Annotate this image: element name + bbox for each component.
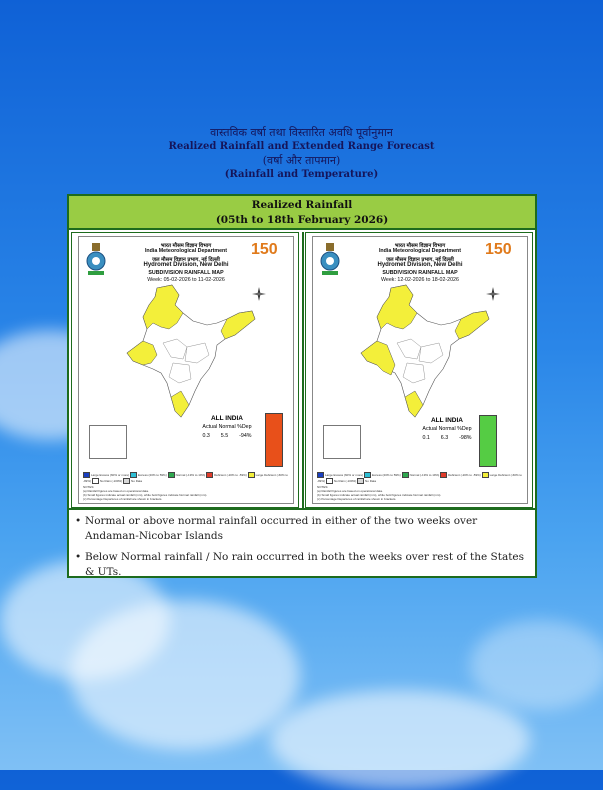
normal-value: 6.3 (440, 435, 449, 441)
normal-value: 5.5 (220, 433, 229, 439)
hindi-title: वास्तविक वर्षा तथा विस्तारित अवधि पूर्वानुमान (210, 126, 393, 139)
departure-value: -98% (459, 435, 472, 441)
background-cloud (70, 600, 300, 750)
legend-item: Large Deficient (-60% to -99%) (83, 472, 288, 483)
legend-item: No Rain (-100%) (99, 478, 123, 483)
india-rainfall-map (351, 283, 501, 433)
header (0, 126, 603, 182)
legend-item: No Rain (-100%) (333, 478, 357, 483)
legend-item: Large Excess (60% or more) (91, 472, 130, 477)
note-line: (b) Small figures indicate actual rainfall (mm), while bold figures indicate Normal rainfall (mm). (83, 493, 208, 497)
legend-notes (83, 485, 289, 501)
legend-item: Excess (20% to 59%) (372, 472, 401, 477)
dept-name: India Meteorological Department (378, 248, 462, 254)
note-line: NOTES: (317, 485, 329, 489)
india-rainfall-map (117, 283, 267, 433)
summary-header: Actual Normal %Dep (202, 424, 252, 430)
summary-title: ALL INDIA (210, 415, 244, 422)
summary-values (417, 435, 477, 441)
legend-item: Deficient (-20% to -59%) (448, 472, 481, 477)
anniversary-150-badge: 150 (485, 241, 512, 258)
legend-item: No Data (131, 478, 143, 483)
legend-item: No Data (365, 478, 377, 483)
legend-item: Normal (-19% to 19%) (175, 472, 206, 477)
division-name: Hydromet Division, New Delhi (143, 262, 229, 268)
panel-divider (302, 232, 304, 508)
all-india-summary (417, 417, 477, 457)
dept-name: India Meteorological Department (144, 248, 228, 254)
map-title: SUBDIVISION RAINFALL MAP (148, 270, 224, 276)
bullet-point: • Normal or above normal rainfall occurred in either of the two weeks over Andaman-Nicobar Islands (75, 514, 529, 544)
english-subtitle: (Rainfall and Temperature) (224, 169, 379, 180)
hindi-division-name: जल मौसम विज्ञान प्रभाग, नई दिल्ली (152, 257, 220, 263)
island-inset (89, 425, 127, 459)
section-title: Realized Rainfall (251, 199, 353, 211)
summary-bullets (69, 508, 535, 576)
summary-header: Actual Normal %Dep (422, 426, 472, 432)
actual-value: 0.1 (422, 435, 430, 441)
note-line: (a) Rainfall figures are based on operational data. (83, 489, 149, 493)
note-line: (c) Percentage Departures of rainfall are shown in brackets. (83, 497, 163, 501)
departure-color-bar (265, 413, 283, 467)
bullet-point: • Below Normal rainfall / No rain occurred in both the weeks over rest of the States & UTs. (75, 550, 529, 580)
all-india-summary (197, 415, 257, 455)
departure-color-bar (479, 415, 497, 467)
map-week: Week: 12-02-2026 to 18-02-2026 (381, 277, 459, 283)
english-title: Realized Rainfall and Extended Range Forecast (168, 141, 435, 152)
summary-values (197, 433, 257, 439)
note-line: (c) Percentage Departures of rainfall are shown in brackets. (317, 497, 397, 501)
rainfall-map-week-2 (305, 232, 533, 508)
division-name: Hydromet Division, New Delhi (377, 262, 463, 268)
note-line: (a) Rainfall figures are based on operational data. (317, 489, 383, 493)
section-period: (05th to 18th February 2026) (215, 214, 389, 226)
map-frame (312, 236, 528, 504)
rainfall-map-week-1 (71, 232, 299, 508)
legend-item: Large Deficient (-60% to -99%) (317, 472, 522, 483)
realized-rainfall-panel (67, 194, 537, 578)
departure-value: -94% (239, 433, 252, 439)
note-line: (b) Small figures indicate actual rainfall (mm), while bold figures indicate Normal rainfall (mm). (317, 493, 442, 497)
legend (83, 472, 289, 483)
actual-value: 0.3 (202, 433, 210, 439)
hindi-dept-name: भारत मौसम विज्ञान विभाग (394, 243, 446, 249)
island-inset (323, 425, 361, 459)
background-cloud (270, 690, 530, 790)
legend (317, 472, 523, 483)
legend-item: Large Excess (60% or more) (325, 472, 364, 477)
map-week: Week: 05-02-2026 to 11-02-2026 (147, 277, 225, 283)
summary-title: ALL INDIA (430, 417, 464, 424)
legend-item: Deficient (-20% to -59%) (214, 472, 247, 477)
note-line: NOTES: (83, 485, 95, 489)
hindi-dept-name: भारत मौसम विज्ञान विभाग (160, 243, 212, 249)
legend-notes (317, 485, 523, 501)
anniversary-150-badge: 150 (251, 241, 278, 258)
hindi-division-name: जल मौसम विज्ञान प्रभाग, नई दिल्ली (386, 257, 454, 263)
legend-item: Excess (20% to 59%) (138, 472, 167, 477)
legend-item: Normal (-19% to 19%) (409, 472, 440, 477)
hindi-subtitle: (वर्षा और तापमान) (262, 154, 341, 167)
map-title: SUBDIVISION RAINFALL MAP (382, 270, 458, 276)
background-cloud (470, 620, 603, 710)
map-frame (78, 236, 294, 504)
section-header (69, 196, 535, 230)
